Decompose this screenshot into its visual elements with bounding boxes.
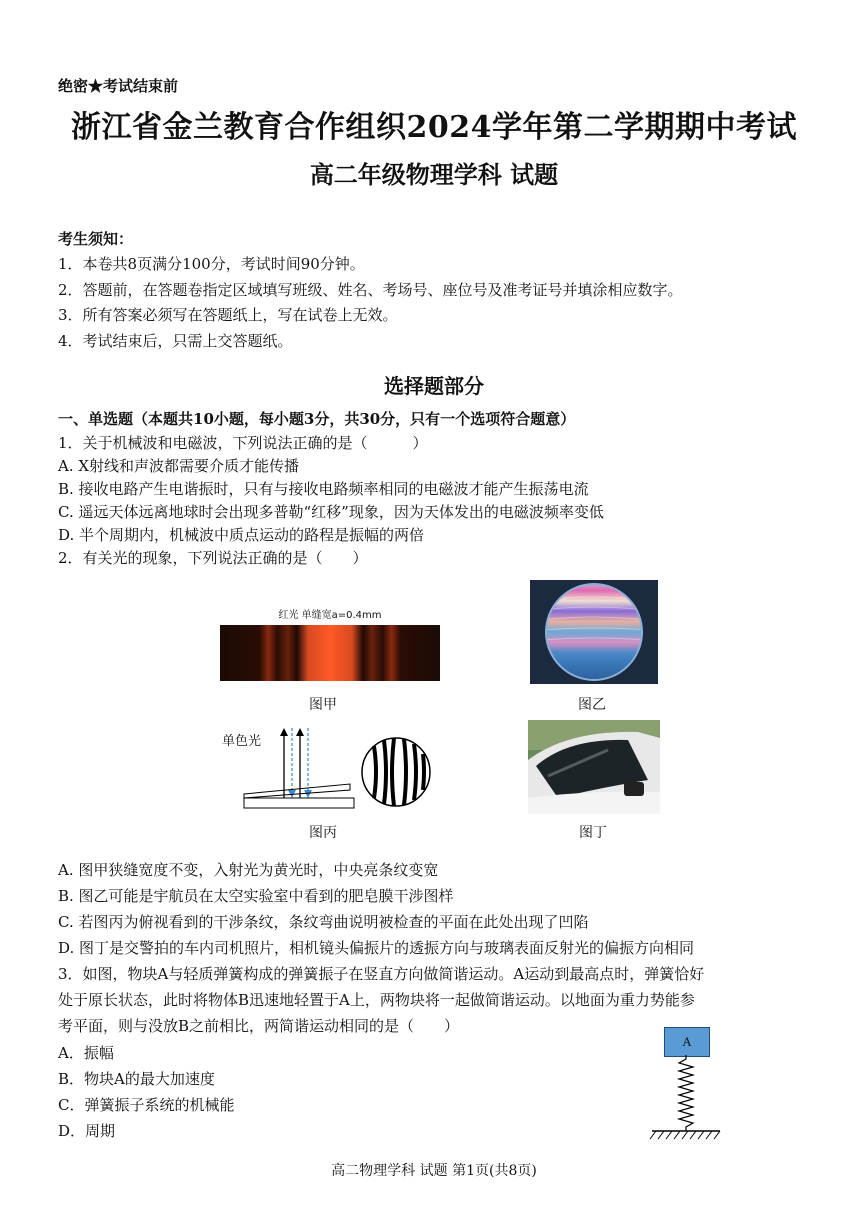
section-title: 选择题部分 [384, 374, 484, 398]
q3-option-b: B．物块A的最大加速度 [58, 1070, 215, 1088]
diffraction-pattern [220, 625, 440, 681]
q3-stem-line: 考平面，则与没放B之前相比，两简谐运动相同的是（ ） [58, 1017, 460, 1035]
notice-item: 1．本卷共8页满分100分，考试时间90分钟。 [58, 255, 365, 273]
q2-option-a: A. 图甲狭缝宽度不变，入射光为黄光时，中央亮条纹变宽 [58, 861, 439, 879]
q3-option-a: A．振幅 [58, 1044, 114, 1062]
notice-item: 3．所有答案必须写在答题纸上，写在试卷上无效。 [58, 306, 398, 324]
spring-icon [648, 1055, 724, 1141]
car-windshield-photo [528, 720, 660, 814]
figure-ding [528, 720, 660, 818]
q1-option-c: C. 遥远天体远离地球时会出现多普勒“红移”现象，因为天体发出的电磁波频率变低 [58, 503, 604, 521]
q3-stem-line: 3．如图，物块A与轻质弹簧构成的弹簧振子在竖直方向做简谐运动。A运动到最高点时，弹簧恰好 [58, 965, 705, 983]
figure-yi [530, 580, 658, 688]
page-subtitle: 高二年级物理学科 试题 [309, 160, 559, 189]
figure-jia [220, 606, 440, 685]
caption-yi: 图乙 [578, 697, 606, 713]
q1-stem: 1．关于机械波和电磁波，下列说法正确的是（ ） [58, 434, 428, 452]
q1-option-a: A. X射线和声波都需要介质才能传播 [58, 457, 300, 475]
part-heading: 一、单选题（本题共10小题，每小题3分，共30分，只有一个选项符合题意） [58, 410, 576, 428]
page-title: 浙江省金兰教育合作组织2024学年第二学期期中考试 [71, 110, 797, 145]
caption-ding: 图丁 [579, 825, 607, 841]
fig-bing-label: 单色光 [222, 734, 262, 749]
q2-option-d: D. 图丁是交警拍的车内司机照片，相机镜头偏振片的透振方向与玻璃表面反射光的偏振方向相同 [58, 939, 695, 957]
q1-option-d: D. 半个周期内，机械波中质点运动的路程是振幅的两倍 [58, 526, 425, 544]
notice-item: 4．考试结束后，只需上交答题纸。 [58, 332, 293, 350]
block-a: A [664, 1027, 710, 1057]
q2-option-b: B. 图乙可能是宇航员在太空实验室中看到的肥皂膜干涉图样 [58, 887, 454, 905]
secret-mark: 绝密★考试结束前 [58, 77, 179, 95]
q2-stem: 2．有关光的现象，下列说法正确的是（ ） [58, 549, 368, 567]
caption-jia: 图甲 [309, 697, 337, 713]
fig-jia-label: 红光 单缝宽a=0.4mm [278, 610, 382, 621]
caption-bing: 图丙 [309, 825, 337, 841]
spring-oscillator-diagram [648, 1025, 724, 1141]
soap-film-image [530, 580, 658, 684]
notice-item: 2．答题前，在答题卷指定区域填写班级、姓名、考场号、座位号及准考证号并填涂相应数字。 [58, 281, 683, 299]
q3-option-d: D．周期 [58, 1122, 116, 1140]
q3-stem-line: 处于原长状态，此时将物体B迅速地轻置于A上，两物块将一起做简谐运动。以地面为重力势能参 [58, 991, 695, 1009]
q2-option-c: C. 若图丙为俯视看到的干涉条纹，条纹弯曲说明被检查的平面在此处出现了凹陷 [58, 913, 589, 931]
q1-option-b: B. 接收电路产生电谐振时，只有与接收电路频率相同的电磁波才能产生振荡电流 [58, 480, 589, 498]
page-footer: 高二物理学科 试题 第1页(共8页) [331, 1163, 537, 1179]
q3-option-c: C．弹簧振子系统的机械能 [58, 1096, 235, 1114]
air-wedge-diagram [222, 724, 442, 814]
notice-heading: 考生须知： [58, 230, 134, 248]
